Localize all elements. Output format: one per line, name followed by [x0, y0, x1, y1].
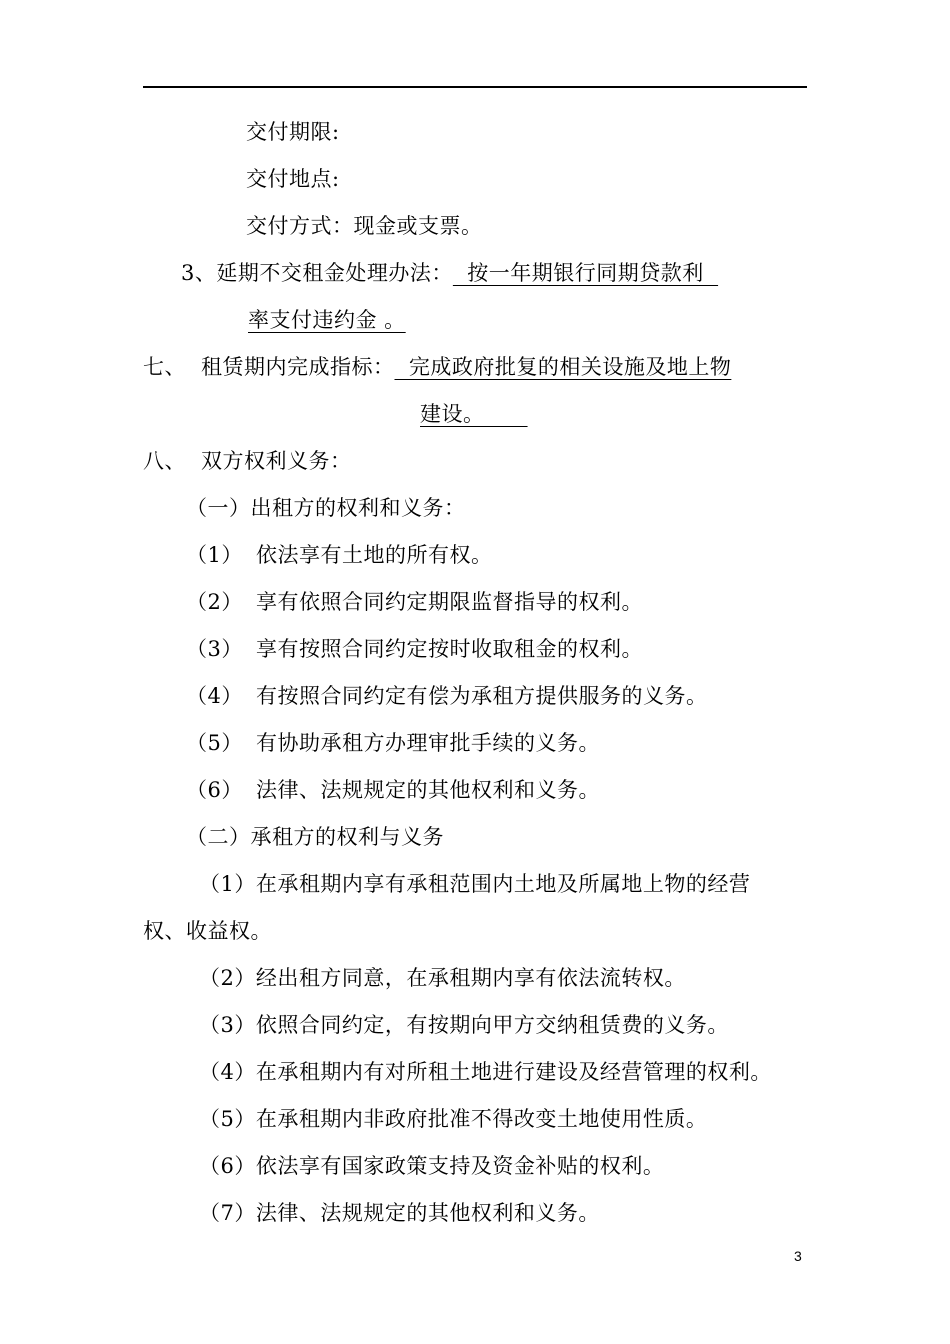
section8-number: 八、: [143, 449, 186, 473]
header-rule: [143, 86, 807, 88]
lessee-item: （6）依法享有国家政策支持及资金补贴的权利。: [199, 1154, 665, 1178]
section7-value: 完成政府批复的相关设施及地上物: [394, 355, 732, 379]
delivery-place: 交付地点:: [246, 167, 340, 191]
section7-value-cont: 建设。: [420, 402, 528, 426]
delivery-method: 交付方式：现金或支票。: [246, 214, 483, 238]
late-payment-clause: [181, 259, 718, 287]
lessor-item: （6） 法律、法规规定的其他权利和义务。: [186, 778, 600, 802]
lessor-item: （2） 享有依照合同约定期限监督指导的权利。: [186, 590, 643, 614]
late-payment-value-cont: 率支付违约金 。: [248, 308, 406, 332]
section7-heading: [143, 353, 731, 381]
lessee-heading: （二）承租方的权利与义务: [186, 825, 444, 849]
section8-title: 双方权利义务：: [201, 449, 352, 473]
lessor-item: （4） 有按照合同约定有偿为承租方提供服务的义务。: [186, 684, 708, 708]
lessee-item: （7）法律、法规规定的其他权利和义务。: [199, 1201, 600, 1225]
page-number: 3: [794, 1248, 802, 1264]
section7-number: 七、: [143, 355, 186, 379]
lessee-item: （3）依照合同约定，有按期向甲方交纳租赁费的义务。: [199, 1013, 729, 1037]
lessor-item: （1） 依法享有土地的所有权。: [186, 543, 493, 567]
lessor-item: （3） 享有按照合同约定按时收取租金的权利。: [186, 637, 643, 661]
delivery-deadline: 交付期限:: [246, 120, 340, 144]
lessee-item-cont: 权、收益权。: [143, 919, 272, 943]
late-payment-label: 3、延期不交租金处理办法：: [181, 261, 453, 285]
section7-label: 租赁期内完成指标：: [201, 355, 395, 379]
lessee-item: （2）经出租方同意，在承租期内享有依法流转权。: [199, 966, 686, 990]
section8-heading: [143, 447, 352, 475]
lessor-heading: （一）出租方的权利和义务：: [186, 496, 466, 520]
late-payment-value: 按一年期银行同期贷款利: [452, 261, 719, 285]
lessee-item: （4）在承租期内有对所租土地进行建设及经营管理的权利。: [199, 1060, 772, 1084]
lessor-item: （5） 有协助承租方办理审批手续的义务。: [186, 731, 600, 755]
lessee-item: （1）在承租期内享有承租范围内土地及所属地上物的经营: [199, 872, 751, 896]
lessee-item: （5）在承租期内非政府批准不得改变土地使用性质。: [199, 1107, 708, 1131]
